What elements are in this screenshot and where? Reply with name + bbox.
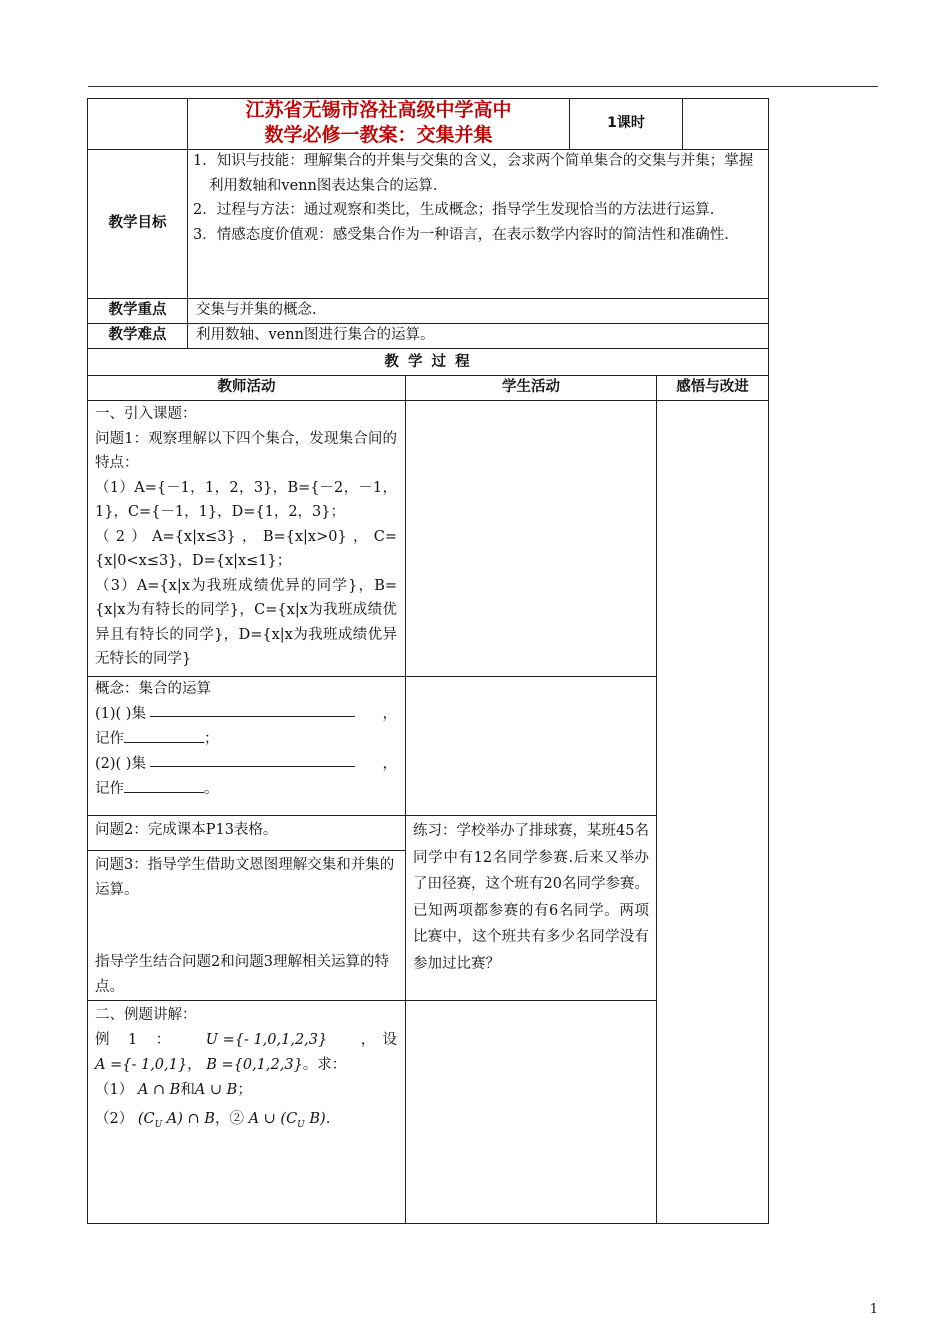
concept-text: ， [382, 706, 397, 722]
objective-item: 2．过程与方法：通过观察和类比，生成概念；指导学生发现恰当的方法进行运算. [193, 202, 715, 218]
fill-blank[interactable] [150, 752, 355, 767]
table-border-right [768, 98, 769, 1224]
set-case-3: （3）A={x|x为我班成绩优异的同学}，B={x|x为有特长的同学}，C={x|x为我班成绩优异且有特长的同学}，D={x|x为我班成绩优异无特长的同学} [95, 577, 397, 667]
math-expression [137, 1111, 215, 1130]
objectives-list [193, 149, 765, 247]
part-number: （1） [95, 1082, 134, 1098]
concept-text: 记作 [95, 731, 124, 747]
question-1: 问题1：观察理解以下四个集合，发现集合间的特点： [95, 430, 397, 471]
table-rule [187, 149, 188, 348]
header-rule [88, 86, 878, 87]
math-text: (C [137, 1111, 155, 1127]
example-line [95, 1053, 397, 1078]
example-part-2 [95, 1107, 397, 1138]
student-exercise: 练习：学校举办了排球赛，某班45名同学中有12名同学参赛.后来又举办了田径赛，这个班有20名同学参赛。已知两项都参赛的有6名同学。两项比赛中，这个班共有多少名同学没有参加过比赛？ [413, 823, 649, 972]
example-text: 和 [180, 1082, 195, 1098]
section-examples [95, 1003, 397, 1138]
difficulty-label: 教学难点 [108, 327, 167, 343]
table-rule [87, 850, 405, 851]
concept-line [95, 777, 397, 802]
concept-line [95, 752, 397, 777]
example-text: ，② [214, 1111, 244, 1127]
column-reflection: 感悟与改进 [676, 379, 749, 395]
question-2: 问题2：完成课本P13表格。 [95, 822, 278, 838]
table-rule [405, 815, 657, 816]
example-text: ， 设 [360, 1032, 397, 1048]
page-number: 1 [869, 1302, 878, 1317]
title-line-2: 数学必修一教案：交集并集 [264, 124, 493, 146]
fill-blank[interactable] [150, 702, 355, 717]
objectives-label: 教学目标 [108, 215, 167, 231]
concept-text: ； [204, 731, 219, 747]
concept-line [95, 702, 397, 727]
set-a: A ={- 1,0,1} [95, 1057, 188, 1073]
example-text: ， [187, 1057, 202, 1073]
column-teacher: 教师活动 [217, 379, 276, 395]
section-intro [95, 402, 397, 672]
math-expression: A ∩ B [137, 1082, 181, 1098]
question-3-followup: 指导学生结合问题2和问题3理解相关运算的特点。 [95, 954, 389, 995]
concept-text: 。 [204, 781, 219, 797]
math-subscript: U [154, 1119, 163, 1130]
example-text: 例 1 ： [95, 1032, 173, 1048]
table-border-bottom [87, 1223, 769, 1224]
math-text: B) [304, 1111, 326, 1127]
example-text: . [325, 1111, 331, 1127]
question-3: 问题3：指导学生借助文恩图理解交集和并集的运算。 [95, 857, 395, 898]
table-rule [87, 815, 405, 816]
example-text: 。求： [302, 1057, 347, 1073]
concept-line [95, 727, 397, 752]
example-text: ； [237, 1082, 252, 1098]
section-heading: 二、例题讲解： [95, 1007, 197, 1023]
example-part-1 [95, 1078, 397, 1103]
concept-block [95, 677, 397, 802]
table-rule [656, 375, 657, 1224]
math-expression [248, 1111, 326, 1130]
lesson-hours: 1课时 [607, 115, 645, 131]
difficulty-text: 利用数轴、venn图进行集合的运算。 [196, 327, 435, 343]
key-point-text: 交集与并集的概念. [196, 302, 317, 318]
column-student: 学生活动 [502, 379, 560, 395]
math-text: A ∪ (C [248, 1111, 298, 1127]
table-rule [87, 400, 769, 401]
math-subscript: U [297, 1119, 305, 1130]
table-rule [682, 98, 683, 149]
concept-text: (2)( )集 [95, 756, 146, 772]
set-case-1: （1）A={－1，1，2，3}，B={－2，－1，1}，C={－1，1}，D={1，2，3}； [95, 479, 397, 520]
concept-text: 记作 [95, 781, 124, 797]
math-text: A) ∩ B [162, 1111, 215, 1127]
set-b: B ={0,1,2,3} [206, 1057, 303, 1073]
process-header: 教 学 过 程 [384, 353, 472, 370]
table-rule [405, 375, 406, 1224]
math-expression: A ∪ B [194, 1082, 238, 1098]
fill-blank[interactable] [124, 778, 204, 793]
document-title [188, 98, 569, 149]
example-line [95, 1028, 397, 1053]
key-point-label: 教学重点 [108, 302, 167, 318]
section-heading: 一、引入课题： [95, 406, 197, 422]
concept-text: (1)( )集 [95, 706, 146, 722]
concept-text: ， [382, 756, 397, 772]
title-line-1: 江苏省无锡市洛社高级中学高中 [245, 99, 512, 121]
concept-heading: 概念：集合的运算 [95, 681, 211, 697]
table-rule [87, 1000, 657, 1001]
objective-item: 1．知识与技能：理解集合的并集与交集的含义，会求两个简单集合的交集与并集；掌握利用数轴和venn图表达集合的运算. [193, 153, 754, 194]
objective-item: 3．情感态度价值观：感受集合作为一种语言，在表示数学内容时的简洁性和准确性. [193, 226, 729, 243]
part-number: （2） [95, 1111, 134, 1127]
fill-blank[interactable] [124, 728, 204, 743]
universal-set: U ={- 1,0,1,2,3} [205, 1032, 328, 1048]
set-case-2: （2）A={x|x≤3}，B={x|x>0}，C={x|0<x≤3}，D={x|x≤1}； [95, 528, 397, 569]
